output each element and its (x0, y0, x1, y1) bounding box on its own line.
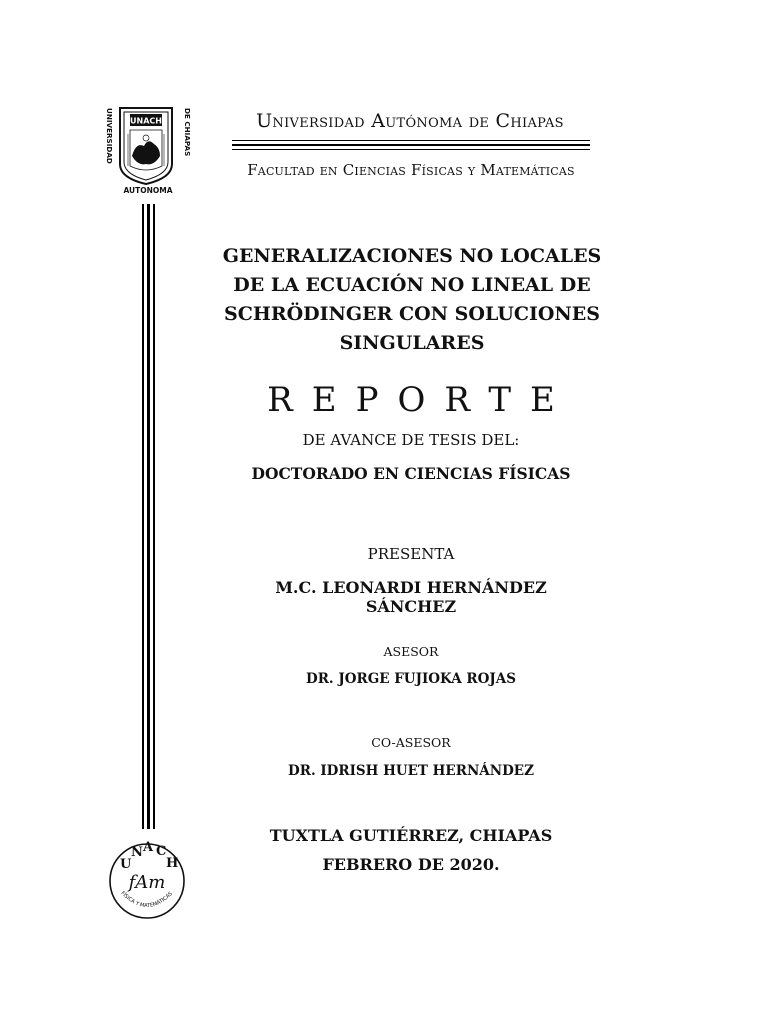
seal-arc-text: FÍSICA Y MATEMÁTICAS (119, 890, 174, 910)
seal-text-bottom: AUTONOMA (123, 186, 173, 195)
faculty-seal-logo (104, 838, 190, 920)
header-rule-3 (232, 149, 590, 150)
degree-program: DOCTORADO EN CIENCIAS FÍSICAS (251, 464, 571, 483)
advisor-name: DR. JORGE FUJIOKA ROJAS (306, 671, 516, 687)
seal-letter-a: A (143, 840, 154, 855)
seal-shield (120, 108, 172, 184)
thesis-title-line-1: GENERALIZACIONES NO LOCALES (222, 245, 602, 267)
vertical-rule-2 (147, 204, 150, 829)
seal-letter-h: H (166, 856, 179, 871)
seal-letter-c: C (156, 844, 167, 859)
vertical-rule-1 (142, 204, 144, 829)
thesis-title-line-2: DE LA ECUACIÓN NO LINEAL DE (233, 274, 591, 296)
presenta-label: PRESENTA (367, 545, 455, 563)
co-advisor-name: DR. IDRISH HUET HERNÁNDEZ (288, 763, 534, 779)
advisor-label: ASESOR (383, 644, 439, 659)
co-advisor-label: CO-ASESOR (371, 735, 451, 750)
date: FEBRERO DE 2020. (322, 855, 500, 874)
report-subtitle: DE AVANCE DE TESIS DEL: (302, 431, 520, 449)
seal-text-right: DE CHIAPAS (183, 108, 192, 157)
thesis-title (222, 242, 602, 358)
location: TUXTLA GUTIÉRREZ, CHIAPAS (269, 826, 553, 845)
university-name: Universidad Autónoma de Chiapas (256, 110, 564, 132)
thesis-title-line-3: SCHRÖDINGER CON SOLUCIONES (224, 303, 600, 325)
faculty-name: Facultad en Ciencias Físicas y Matemáticas (247, 161, 575, 179)
report-heading: REPORTE (267, 380, 574, 420)
seal-letter-u: U (120, 857, 132, 872)
seal-fam-monogram: fAm (128, 872, 166, 893)
thesis-title-line-4: SINGULARES (339, 332, 485, 354)
header-rule-2 (232, 144, 590, 146)
author-name: M.C. LEONARDI HERNÁNDEZ SÁNCHEZ (275, 578, 547, 616)
seal-text-left: UNIVERSIDAD (105, 108, 114, 164)
header-rule-1 (232, 140, 590, 141)
university-seal-logo (100, 104, 196, 196)
vertical-rule-3 (153, 204, 155, 829)
seal-unach-label: UNACH (130, 116, 162, 126)
seal-letter-n: N (131, 845, 143, 860)
